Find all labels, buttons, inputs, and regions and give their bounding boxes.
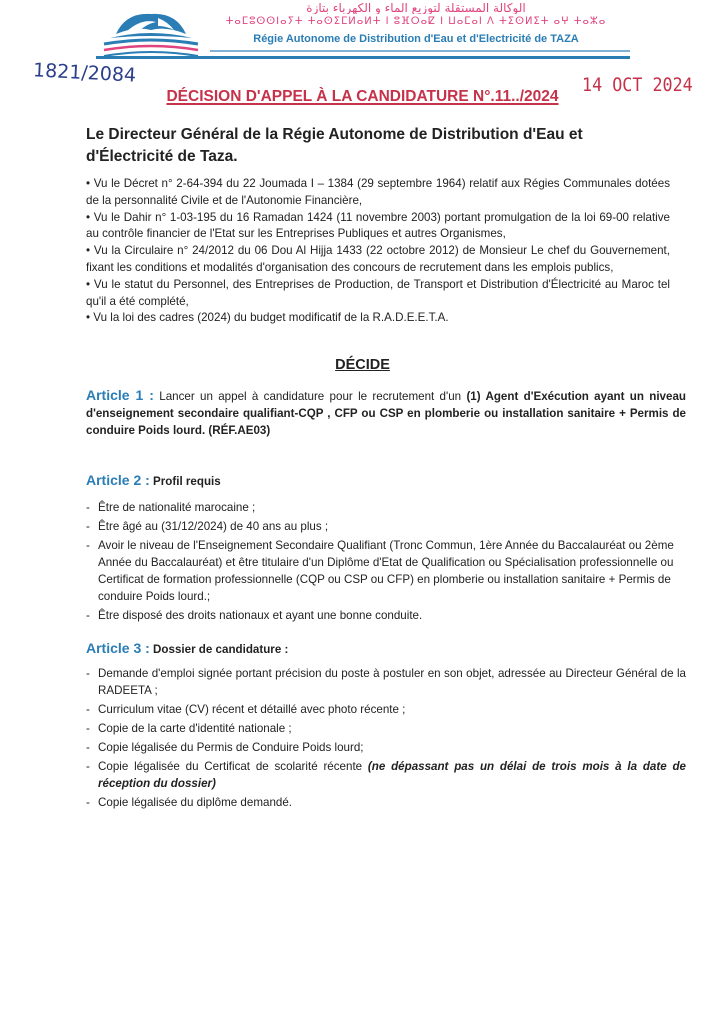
article-1-position: (1) Agent d'Exécution ayant un niveau d'enseignement secondaire qualifiant-CQP , CFP ou CSP en plomberie ou installation sanitaire + Permis de conduire Poids lourd. (RÉF.AE03) — [86, 390, 686, 437]
header-divider — [96, 56, 630, 59]
vu-item: • Vu la Circulaire n° 24/2012 du 06 Dou Al Hijja 1433 (22 octobre 2012) de Monsieur Le chef du Gouvernement, fixant les conditions et modalités d'organisation des concours de recrutement dans les emplois publics, — [86, 244, 670, 274]
list-item: - Copie légalisée du diplôme demandé. — [86, 794, 686, 811]
article-1-label: Article 1 : — [86, 387, 154, 403]
article-3-label: Article 3 : — [86, 640, 150, 656]
header-divider-light — [210, 50, 630, 52]
org-name-tifinagh: ⵜⴰⵎⵓⵙⵙⵏⴰⵢⵜ ⵜⴰⵙⵉⵎⵍⴰⵍⵜ ⵏ ⵓⴼⵔⴰⵇ ⵏ ⵡⴰⵎⴰⵏ ⴷ ⵜⵉⵙⵍⵉⵜ ⴰⵖ ⵜⴰⵣⴰ — [225, 16, 607, 27]
list-item: - Avoir le niveau de l'Enseignement Secondaire Qualifiant (Tronc Commun, 1ère Année du Baccalauréat ou 2ème Année du Baccalauréat) et être titulaire d'un Diplôme d'Etat de Qualification ou Spécialisation professionnelle ou Certificat de formation professionnelle (CQP ou CSP ou CFP) en plomberie ou installation sanitaire + Permis de conduire Poids lourd.; — [86, 537, 686, 605]
list-item-scolarite — [86, 758, 686, 792]
vu-item: • Vu le Décret n° 2-64-394 du 22 Joumada I – 1384 (29 septembre 1964) relatif aux Régies Communales dotées de la personnalité Civile et de l'Autonomie Financière, — [86, 177, 670, 207]
list-item: - Demande d'emploi signée portant précision du poste à postuler en son objet, adressée au Directeur Général de la RADEETA ; — [86, 665, 686, 699]
list-item: - Être âgé au (31/12/2024) de 40 ans au plus ; — [86, 518, 686, 535]
article-3-header — [86, 640, 686, 658]
list-item: - Être de nationalité marocaine ; — [86, 499, 686, 516]
article-1-text: Lancer un appel à candidature pour le recrutement d'un — [159, 390, 462, 403]
handwritten-reference: 1821/2084 — [32, 59, 137, 87]
article-1 — [86, 387, 686, 439]
vu-item: • Vu le Dahir n° 1-03-195 du 16 Ramadan 1424 (11 novembre 2003) portant promulgation de la loi 69-00 relative au contrôle financier de l'Etat sur les Entreprises Publiques et autres Organismes, — [86, 210, 670, 241]
date-stamp: 14 OCT 2024 — [582, 74, 693, 96]
article-2-label: Article 2 : — [86, 472, 150, 488]
vu-list — [86, 176, 670, 327]
scolarite-text: Copie légalisée du Certificat de scolarité récente — [98, 760, 363, 773]
list-item: - Être disposé des droits nationaux et ayant une bonne conduite. — [86, 607, 686, 624]
org-name-arabic: الوكالة المستقلة لتوزيع الماء و الكهرباء بتازة — [306, 2, 526, 14]
org-name-french: Régie Autonome de Distribution d'Eau et d'Electricité de TAZA — [253, 33, 579, 45]
article-2-heading: Profil requis — [153, 475, 221, 488]
list-item: - Copie de la carte d'identité nationale ; — [86, 720, 686, 737]
article-2-list — [86, 499, 686, 626]
article-3-heading: Dossier de candidature : — [153, 643, 289, 656]
list-item: - Copie légalisée du Permis de Conduire Poids lourd; — [86, 739, 686, 756]
article-3-list — [86, 665, 686, 813]
vu-item: • Vu le statut du Personnel, des Entreprises de Production, de Transport et Distribution d'Électricité au Maroc tel qu'il a été complété, — [86, 277, 670, 308]
vu-item: • Vu la loi des cadres (2024) du budget modificatif de la R.A.D.E.E.T.A. — [86, 311, 449, 325]
radeeta-logo-icon — [96, 8, 206, 60]
decision-title: DÉCISION D'APPEL À LA CANDIDATURE N°.11../2024 — [166, 88, 559, 105]
list-item: - Curriculum vitae (CV) récent et détaillé avec photo récente ; — [86, 701, 686, 718]
decide-heading: DÉCIDE — [335, 357, 390, 373]
scolarite-note: (ne dépassant pas un délai de trois mois à la date de réception du dossier) — [98, 760, 686, 790]
director-heading: Le Directeur Général de la Régie Autonome de Distribution d'Eau et d'Électricité de Taza. — [86, 126, 583, 165]
article-2-header — [86, 472, 686, 490]
